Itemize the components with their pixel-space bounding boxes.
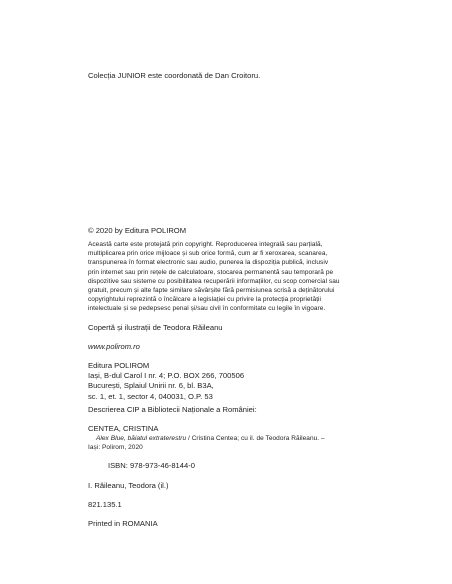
publisher-line: Iași, B-dul Carol I nr. 4; P.O. BOX 266, 700506 xyxy=(88,371,245,381)
cover-credit: Copertă și ilustrații de Teodora Răileanu xyxy=(88,323,223,332)
cip-record xyxy=(88,424,378,453)
website-link[interactable]: www.polirom.ro xyxy=(88,342,140,351)
printed-in: Printed in ROMANIA xyxy=(88,519,158,528)
rights-line: gratuit, precum și alte fapte similare săvârșite fără permisiunea scrisă a deținătorului xyxy=(88,287,335,295)
publisher-line: București, Splaiul Unirii nr. 6, bl. B3A, xyxy=(88,381,214,391)
publisher-name: Editura POLIROM xyxy=(88,361,150,370)
rights-line: copyrightului reprezintă o încălcare a legislației cu privire la protecția proprietății xyxy=(88,296,322,304)
rights-line: dispozitive sau sisteme cu posibilitatea recuperării informațiilor, cu scop comercial sau xyxy=(88,277,340,285)
rights-line: transpunerea în format electronic sau audio, punerea la dispoziția publică, inclusiv xyxy=(88,259,329,267)
cip-title-line xyxy=(88,434,378,443)
copyright-line: © 2020 by Editura POLIROM xyxy=(88,226,187,235)
cip-title: Alex Blue, băiatul extraterestru xyxy=(96,435,187,443)
cip-heading: Descrierea CIP a Bibliotecii Naționale a României: xyxy=(88,405,257,414)
cip-classification: 821.135.1 xyxy=(88,500,122,509)
rights-line: prin internet sau prin rețele de calculatoare, stocarea permanentă sau temporară pe xyxy=(88,268,334,276)
cip-author: CENTEA, CRISTINA xyxy=(88,424,159,433)
rights-line: intelectuale și se pedepsesc penal și/sau civil în conformitate cu legile în vigoare. xyxy=(88,305,326,313)
cip-imprint: Iași: Polirom, 2020 xyxy=(88,444,143,452)
publisher-address xyxy=(88,361,378,402)
cip-contributor: I. Răileanu, Teodora (il.) xyxy=(88,481,169,490)
series-note: Colecția JUNIOR este coordonată de Dan Croitoru. xyxy=(88,71,261,80)
rights-notice xyxy=(88,240,378,314)
publisher-line: sc. 1, et. 1, sector 4, 040031, O.P. 53 xyxy=(88,391,213,401)
rights-line: Această carte este protejată prin copyright. Reproducerea integrală sau parțială, xyxy=(88,241,323,248)
cip-title-rest: / Cristina Centea; cu il. de Teodora Răileanu. – xyxy=(186,435,325,443)
rights-line: multiplicarea prin orice mijloace și sub orice formă, cum ar fi xeroxarea, scanarea, xyxy=(88,250,328,258)
isbn: ISBN: 978-973-46-8144-0 xyxy=(108,461,195,470)
